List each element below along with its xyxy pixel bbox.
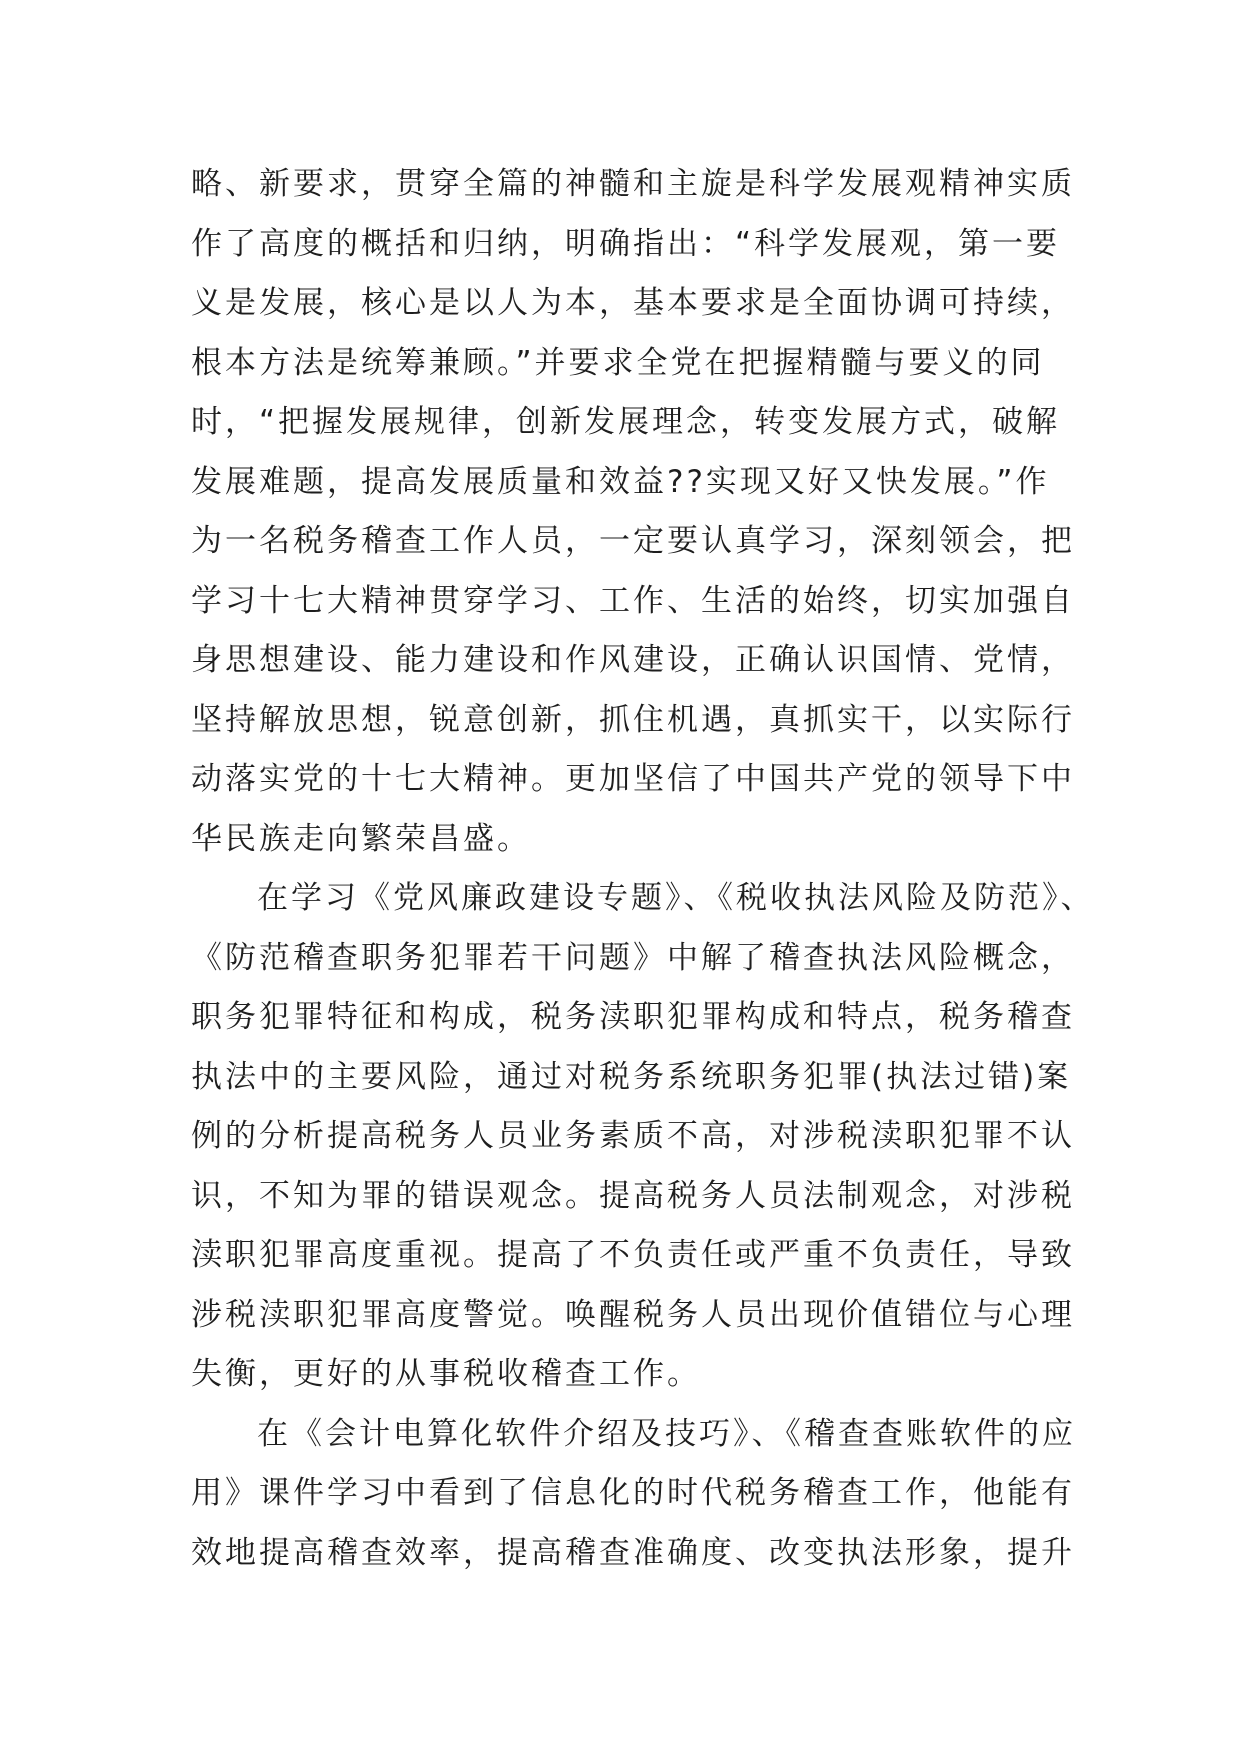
text-line: 为一名税务稽查工作人员，一定要认真学习，深刻领会，把 xyxy=(191,523,1075,559)
text-line: 动落实党的十七大精神。更加坚信了中国共产党的领导下中 xyxy=(191,761,1075,797)
text-line: 学习十七大精神贯穿学习、工作、生活的始终，切实加强自 xyxy=(191,582,1075,619)
paragraph-3 xyxy=(191,1405,1076,1584)
text-line: 根本方法是统筹兼顾。”并要求全党在把握精髓与要义的同 xyxy=(191,344,1045,381)
text-line: 例的分析提高税务人员业务素质不高，对涉税渎职犯罪不认 xyxy=(191,1118,1075,1154)
text-line: 略、新要求，贯穿全篇的神髓和主旋是科学发展观精神实质 xyxy=(191,166,1075,202)
text-line: 涉税渎职犯罪高度警觉。唤醒税务人员出现价值错位与心理 xyxy=(191,1296,1075,1333)
text-line: 效地提高稽查效率，提高稽查准确度、改变执法形象，提升 xyxy=(191,1534,1075,1571)
text-line: 《防范稽查职务犯罪若干问题》中解了稽查执法风险概念， xyxy=(191,939,1075,976)
text-line: 身思想建设、能力建设和作风建设，正确认识国情、党情， xyxy=(191,642,1075,678)
text-line: 执法中的主要风险，通过对税务系统职务犯罪(执法过错)案 xyxy=(191,1058,1072,1095)
text-line: 在学习《党风廉政建设专题》、《税收执法风险及防范》、 xyxy=(257,880,1095,916)
text-line: 用》课件学习中看到了信息化的时代税务稽查工作，他能有 xyxy=(191,1475,1075,1511)
text-line: 作了高度的概括和归纳，明确指出：“科学发展观，第一要 xyxy=(191,225,1061,262)
text-line: 华民族走向繁荣昌盛。 xyxy=(191,820,531,857)
document-body xyxy=(191,155,1095,1583)
paragraph-1 xyxy=(191,155,1075,869)
text-line: 职务犯罪特征和构成，税务渎职犯罪构成和特点，税务稽查 xyxy=(191,999,1075,1035)
text-line: 发展难题，提高发展质量和效益??实现又好又快发展。”作 xyxy=(191,463,1050,500)
text-line: 识，不知为罪的错误观念。提高税务人员法制观念，对涉税 xyxy=(191,1177,1075,1214)
text-line: 渎职犯罪高度重视。提高了不负责任或严重不负责任，导致 xyxy=(191,1237,1075,1273)
text-line: 义是发展，核心是以人为本，基本要求是全面协调可持续， xyxy=(191,285,1075,321)
text-line: 失衡，更好的从事税收稽查工作。 xyxy=(191,1356,701,1392)
paragraph-2 xyxy=(191,869,1095,1405)
text-line: 坚持解放思想，锐意创新，抓住机遇，真抓实干，以实际行 xyxy=(191,701,1075,738)
text-line: 时，“把握发展规律，创新发展理念，转变发展方式，破解 xyxy=(191,404,1061,440)
text-line: 在《会计电算化软件介绍及技巧》、《稽查查账软件的应 xyxy=(257,1415,1076,1452)
